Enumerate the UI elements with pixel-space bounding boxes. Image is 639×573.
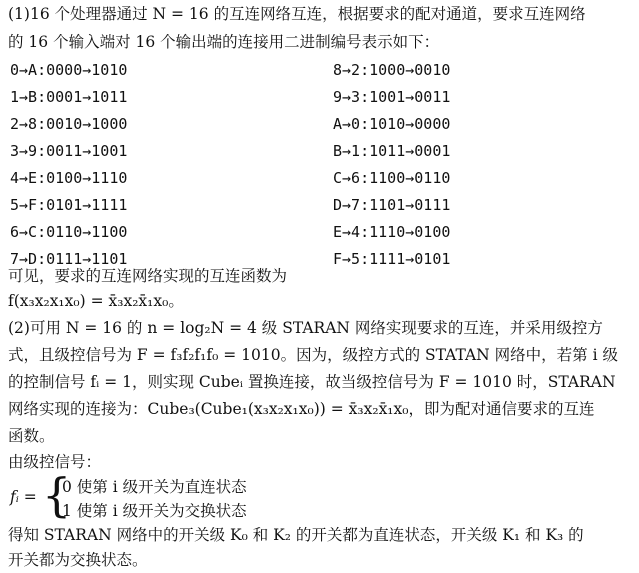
mapping-left-row: 4→E:0100→1110	[10, 169, 128, 187]
mapping-left-row: 2→8:0010→1000	[10, 115, 128, 133]
para3-line3: 的控制信号 fᵢ = 1，则实现 Cubeᵢ 置换连接，故当级控信号为 F = 1010 时，STARAN	[8, 373, 616, 391]
mapping-left-row: 6→C:0110→1100	[10, 223, 128, 241]
mapping-left-row: 3→9:0011→1001	[10, 142, 128, 160]
para3-line2: 式，且级控信号为 F = f₃f₂f₁f₀ = 1010。因为，级控方式的 STATAN 网络中，若第 i 级	[8, 346, 618, 364]
left-brace-glyph: {	[42, 468, 72, 522]
fi-label: fᵢ =	[10, 488, 37, 506]
para1-line2: 的 16 个输入端对 16 个输出端的连接用二进制编号表示如下：	[8, 33, 440, 51]
para3-line5: 函数。	[8, 427, 55, 445]
para1-line1: (1)16 个处理器通过 N = 16 的互连网络互连，根据要求的配对通道，要求互连网络	[8, 5, 586, 23]
para3-line4: 网络实现的连接为：Cube₃(Cube₁(x₃x₂x₁x₀)) = x̄₃x₂x̄₁x₀，即为配对通信要求的互连	[8, 400, 595, 418]
para5-line2: 开关都为交换状态。	[8, 551, 148, 569]
piecewise-definition	[10, 468, 310, 522]
mapping-right-row: B→1:1011→0001	[333, 142, 451, 160]
para5-line1: 得知 STARAN 网络中的开关级 K₀ 和 K₂ 的开关都为直连状态，开关级 K₁ 和 K₃ 的	[8, 526, 584, 544]
mapping-left-row: 5→F:0101→1111	[10, 196, 128, 214]
mapping-right-row: A→0:1010→0000	[333, 115, 451, 133]
mapping-left-row: 0→A:0000→1010	[10, 61, 128, 79]
mapping-right-row: C→6:1100→0110	[333, 169, 451, 187]
para3-line1: (2)可用 N = 16 的 n = log₂N = 4 级 STARAN 网络实现要求的互连，并采用级控方	[8, 319, 603, 337]
para2-formula: f(x₃x₂x₁x₀) = x̄₃x₂x̄₁x₀。	[8, 292, 184, 310]
mapping-left-row: 1→B:0001→1011	[10, 88, 128, 106]
case-one: 1 使第 i 级开关为交换状态	[62, 502, 247, 520]
mapping-right-row: 9→3:1001→0011	[333, 88, 451, 106]
mapping-right-row: F→5:1111→0101	[333, 250, 451, 268]
mapping-right-row: 8→2:1000→0010	[333, 61, 451, 79]
mapping-right-row: E→4:1110→0100	[333, 223, 451, 241]
case-zero: 0 使第 i 级开关为直连状态	[62, 478, 247, 496]
para2-line1: 可见，要求的互连网络实现的互连函数为	[8, 267, 288, 285]
para4-line1: 由级控信号：	[8, 453, 102, 471]
mapping-left-row: 7→D:0111→1101	[10, 250, 128, 268]
mapping-right-row: D→7:1101→0111	[333, 196, 451, 214]
